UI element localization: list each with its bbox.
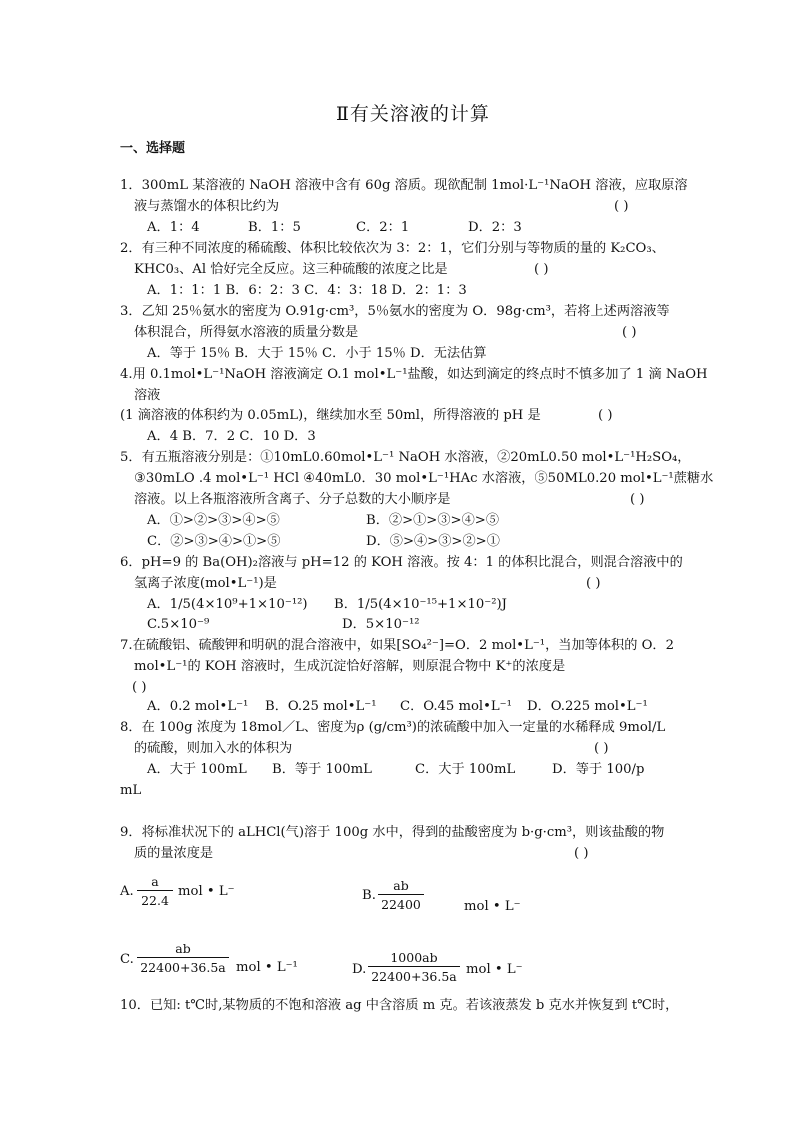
- question-9-option-a-letter: A.: [120, 884, 134, 899]
- question-4-line-2: 溶液: [134, 388, 161, 403]
- question-9-option-b-unit: mol • L⁻: [464, 899, 521, 914]
- question-6-option-b: B．1/5(4×10⁻¹⁵+1×10⁻²)J: [334, 597, 507, 612]
- question-6-answer-bracket: ( ): [586, 576, 601, 591]
- fraction-bar: [368, 966, 460, 967]
- question-9-option-a-unit: mol • L⁻: [178, 884, 235, 899]
- question-2-options: A．1：1：1 B．6：2：3 C．4：3：18 D．2：1：3: [147, 283, 467, 298]
- question-8-line-2: 的硫酸，则加入水的体积为: [134, 741, 293, 756]
- question-8-answer-bracket: ( ): [594, 741, 609, 756]
- question-10-line-1: 10．已知: t℃时,某物质的不饱和溶液 ag 中含溶质 m 克。若该液蒸发 b 克水并恢复到 t℃时，: [120, 998, 679, 1013]
- question-5-line-3: 溶液。以上各瓶溶液所含离子、分子总数的大小顺序是: [134, 492, 451, 507]
- question-7-option-b: B．O.25 mol•L⁻¹: [265, 699, 377, 714]
- question-6-line-1: 6．pH=9 的 Ba(OH)₂溶液与 pH=12 的 KOH 溶液。按 4：1 的体积比混合，则混合溶液中的: [120, 555, 683, 570]
- question-1-option-b: B．1：5: [248, 220, 301, 235]
- fraction-bar: [137, 957, 229, 958]
- fraction-denominator: 22.4: [141, 893, 169, 908]
- question-5-option-b: B．②>①>③>④>⑤: [366, 513, 500, 528]
- question-4-answer-bracket: ( ): [598, 408, 613, 423]
- question-2-line-1: 2．有三种不同浓度的稀硫酸、体积比较依次为 3：2：1，它们分别与等物质的量的 K₂CO₃、: [120, 241, 665, 256]
- question-9-option-b-fraction: [378, 878, 424, 912]
- fraction-numerator: 1000ab: [390, 950, 438, 965]
- question-6-option-d: D．5×10⁻¹²: [342, 617, 420, 632]
- question-2-answer-bracket: ( ): [534, 262, 549, 277]
- fraction-numerator: ab: [175, 941, 191, 956]
- question-3-line-2: 体积混合，所得氨水溶液的质量分数是: [134, 325, 359, 340]
- question-2-line-2: KHC0₃、Al 恰好完全反应。这三种硫酸的浓度之比是: [134, 262, 448, 277]
- question-7-option-a: A．0.2 mol•L⁻¹: [147, 699, 249, 714]
- question-3-line-1: 3．乙知 25％氨水的密度为 O.91g·cm³，5％氨水的密度为 O．98g·cm³，若将上述两溶液等: [120, 304, 670, 319]
- question-5-line-1: 5．有五瓶溶液分别是：①10mL0.60mol•L⁻¹ NaOH 水溶液，②20mL0.50 mol•L⁻¹H₂SO₄，: [120, 450, 691, 465]
- question-5-option-c: C．②>③>④>①>⑤: [147, 534, 281, 549]
- section-heading: 一、选择题: [120, 141, 186, 156]
- question-9-option-c-letter: C.: [120, 952, 134, 967]
- question-8-option-b: B．等于 100mL: [272, 762, 372, 777]
- question-5-answer-bracket: ( ): [630, 492, 645, 507]
- question-4-line-1: 4.用 0.1mol•L⁻¹NaOH 溶液滴定 O.1 mol•L⁻¹盐酸，如达到滴定的终点时不慎多加了 1 滴 NaOH: [120, 367, 708, 382]
- question-9-option-b-letter: B.: [362, 888, 376, 903]
- question-5-line-2: ③30mLO .4 mol•L⁻¹ HCl ④40mL0．30 mol•L⁻¹HAc 水溶液，⑤50ML0.20 mol•L⁻¹蔗糖水: [134, 471, 714, 486]
- question-8-line-1: 8．在 100g 浓度为 18mol／L、密度为ρ (g/cm³)的浓硫酸中加入一定量的水稀释成 9mol/L: [120, 720, 666, 735]
- fraction-denominator: 22400: [381, 897, 421, 912]
- question-8-option-a: A．大于 100mL: [147, 762, 247, 777]
- question-9-option-d-letter: D.: [352, 962, 367, 977]
- question-6-option-c: C.5×10⁻⁹: [147, 617, 210, 632]
- question-9-option-d-unit: mol • L⁻: [466, 962, 523, 977]
- question-3-options: A．等于 15％ B．大于 15％ C．小于 15％ D．无法估算: [147, 346, 487, 361]
- question-8-option-d: D．等于 100/p: [552, 762, 645, 777]
- question-1-line-1: 1．300mL 某溶液的 NaOH 溶液中含有 60g 溶质。现欲配制 1mol·L⁻¹NaOH 溶液，应取原溶: [120, 178, 688, 193]
- page-title: Ⅱ有关溶液的计算: [336, 103, 490, 125]
- question-6-option-a: A．1/5(4×10⁹+1×10⁻¹²): [147, 597, 308, 612]
- fraction-bar: [378, 894, 424, 895]
- fraction-numerator: ab: [393, 878, 409, 893]
- question-1-option-a: A．1：4: [147, 220, 200, 235]
- question-7-line-2: mol•L⁻¹的 KOH 溶液时，生成沉淀恰好溶解，则原混合物中 K⁺的浓度是: [134, 659, 566, 674]
- question-7-option-d: D．O.225 mol•L⁻¹: [527, 699, 648, 714]
- question-3-answer-bracket: ( ): [622, 325, 637, 340]
- question-1-option-d: D．2：3: [468, 220, 522, 235]
- question-4-options: A．4 B．7．2 C．10 D．3: [147, 429, 316, 444]
- question-7-answer-bracket: ( ): [132, 680, 147, 695]
- question-9-answer-bracket: ( ): [574, 846, 589, 861]
- question-9-option-c-fraction: [137, 941, 229, 975]
- question-9-option-c-unit: mol • L⁻¹: [236, 960, 298, 975]
- question-8-option-d-unit: mL: [120, 783, 142, 798]
- question-4-line-3: (1 滴溶液的体积约为 0.05mL)，继续加水至 50ml，所得溶液的 pH 是: [120, 408, 541, 423]
- question-9-option-d-fraction: [368, 950, 460, 984]
- question-9-option-a-fraction: [137, 874, 173, 908]
- question-9-line-1: 9．将标准状况下的 aLHCl(气)溶于 100g 水中，得到的盐酸密度为 b·g·cm³，则该盐酸的物: [120, 825, 665, 840]
- question-5-option-a: A．①>②>③>④>⑤: [147, 513, 280, 528]
- question-9-line-2: 质的量浓度是: [134, 846, 214, 861]
- fraction-denominator: 22400+36.5a: [140, 960, 226, 975]
- question-1-option-c: C．2：1: [356, 220, 410, 235]
- fraction-denominator: 22400+36.5a: [371, 969, 457, 984]
- fraction-bar: [137, 890, 173, 891]
- question-5-option-d: D．⑤>④>③>②>①: [366, 534, 500, 549]
- question-6-line-2: 氢离子浓度(mol•L⁻¹)是: [134, 576, 277, 591]
- question-7-line-1: 7.在硫酸铝、硫酸钾和明矾的混合溶液中，如果[SO₄²⁻]=O．2 mol•L⁻¹，当加等体积的 O．2: [120, 638, 674, 653]
- question-7-option-c: C．O.45 mol•L⁻¹: [400, 699, 512, 714]
- question-8-option-c: C．大于 100mL: [415, 762, 516, 777]
- question-1-answer-bracket: ( ): [614, 199, 629, 214]
- question-1-line-2: 液与蒸馏水的体积比约为: [134, 199, 280, 214]
- fraction-numerator: a: [151, 874, 159, 889]
